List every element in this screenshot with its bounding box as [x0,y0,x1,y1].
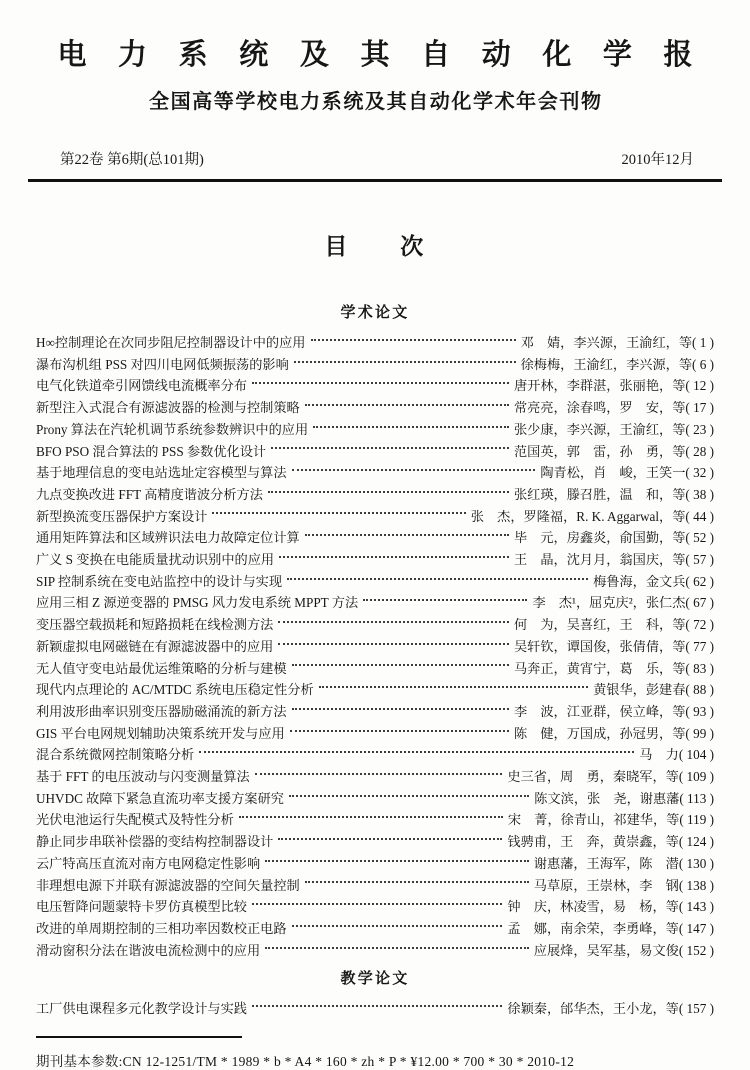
entry-authors: 马草原，王崇林，李 钢( 138 ) [533,877,714,893]
issue-info: 第22卷 第6期(总101期) [60,152,204,168]
entry-title: 新颖虚拟电网磁链在有源滤波器中的应用 [36,638,274,654]
toc-entry [36,701,714,723]
entry-title: 新型换流变压器保护方案设计 [36,508,208,524]
entry-title: GIS 平台电网规划辅助决策系统开发与应用 [36,725,285,741]
dot-leader [239,816,503,818]
toc-entry [36,658,714,680]
dot-leader [305,881,529,883]
entry-authors: 徐颖秦，邰华杰，王小龙，等( 157 ) [507,1001,714,1017]
toc-entry [36,354,714,376]
entry-authors: 邓 婧，李兴源，王渝红，等( 1 ) [520,335,714,350]
entry-title: 通用矩阵算法和区域辨识法电力故障定位计算 [36,530,300,546]
dot-leader [305,534,509,536]
toc-entry [36,614,714,636]
entry-authors: 钱骋甫，王 奔，黄崇鑫，等( 124 ) [507,834,714,850]
entry-authors: 唐开林，李群湛，张丽艳，等( 12 ) [513,378,714,394]
entry-title: 基于 FFT 的电压波动与闪变测量算法 [36,769,250,785]
journal-params-line: 期刊基本参数:CN 12-1251/TM * 1989 * b * A4 * 160 * zh * P * ¥12.00 * 700 * 30 * 2010-12 [36,1054,575,1070]
entry-authors: 马奔正，黄宵宁，葛 乐，等( 83 ) [513,660,714,676]
toc-entry [36,462,714,484]
entry-authors: 史三省，周 勇，秦晓军，等( 109 ) [507,769,714,785]
dot-leader [252,382,509,384]
toc-entry [36,744,714,766]
entry-authors: 孟 娜，南余荣，李勇峰，等( 147 ) [507,920,714,936]
entry-authors: 陈 健，万国成，孙冠男，等( 99 ) [513,725,714,741]
entry-authors: 谢惠藩，王海军，陈 潜( 130 ) [533,855,714,871]
entry-title: 光伏电池运行失配模式及特性分析 [36,812,234,828]
entry-authors: 王 晶，沈月月，翁国庆，等( 57 ) [513,552,714,568]
toc-entry [36,679,714,701]
dot-leader [252,903,502,905]
toc-entry [36,397,714,419]
toc-heading: 目 次 [324,234,426,259]
entry-authors: 陶青松，肖 峻，王笑一( 32 ) [540,465,714,481]
journal-title: 电 力 系 统 及 其 自 动 化 学 报 [57,39,705,71]
header-rule [28,179,722,182]
toc-entry [36,875,714,897]
entry-authors: 张 杰，罗隆福，R. K. Aggarwal，等( 44 ) [470,508,714,524]
toc-entry [36,636,714,658]
entry-authors: 钟 庆，林凌雪，易 杨，等( 143 ) [507,899,714,915]
journal-subtitle: 全国高等学校电力系统及其自动化学术年会刊物 [148,91,603,113]
entry-authors: 常亮亮，涂春鸣，罗 安，等( 17 ) [513,400,714,416]
entry-title: 电气化铁道牵引网馈线电流概率分布 [36,378,247,394]
toc-entry [36,853,714,875]
toc-entry [36,484,714,506]
entry-title: 静止同步串联补偿器的变结构控制器设计 [36,834,274,850]
toc-entry [36,766,714,788]
entry-authors: 张少康，李兴源，王渝红，等( 23 ) [513,421,714,437]
entry-title: 基于地理信息的变电站选址定容模型与算法 [36,465,287,481]
entry-title: 混合系统微网控制策略分析 [36,747,195,763]
entry-title: 九点变换改进 FFT 高精度谐波分析方法 [36,486,263,502]
dot-leader [319,686,588,688]
toc-entry [36,375,714,397]
entry-title: 改进的单周期控制的三相功率因数校正电路 [36,920,287,936]
entry-title: 非理想电源下并联有源滤波器的空间矢量控制 [36,877,300,893]
entry-title: 无人值守变电站最优运维策略的分析与建模 [36,660,287,676]
toc-entry [36,940,714,962]
entry-title: 云广特高压直流对南方电网稳定性影响 [36,855,261,871]
entry-title: 工厂供电课程多元化教学设计与实践 [36,1001,247,1017]
entry-title: 现代内点理论的 AC/MTDC 系统电压稳定性分析 [36,682,314,698]
dot-leader [279,556,509,558]
dot-leader [305,404,509,406]
toc-entry [36,998,714,1020]
entry-authors: 黄银华，彭建春( 88 ) [593,682,714,698]
entry-title: 利用波形曲率识别变压器励磁涌流的新方法 [36,703,287,719]
entry-title: 滑动窗积分法在谐波电流检测中的应用 [36,942,261,958]
dot-leader [278,643,509,645]
entry-title: SIP 控制系统在变电站监控中的设计与实现 [36,573,283,589]
entry-authors: 张红瑛，滕召胜，温 和，等( 38 ) [513,486,714,502]
entry-title: 瀑布沟机组 PSS 对四川电网低频振荡的影响 [36,356,289,372]
entry-title: 新型注入式混合有源滤波器的检测与控制策略 [36,400,300,416]
entry-authors: 应展烽，吴军基，易文俊( 152 ) [533,942,714,958]
entry-title: Prony 算法在汽轮机调节系统参数辨识中的应用 [36,421,309,437]
entry-title: BFO PSO 混合算法的 PSS 参数优化设计 [36,443,267,459]
toc-entry [36,441,714,463]
entry-title: 广义 S 变换在电能质量扰动识别中的应用 [36,552,275,568]
entry-title: 变压器空载损耗和短路损耗在线检测方法 [36,617,274,633]
dot-leader [278,621,509,623]
entry-title: 电压暂降问题蒙特卡罗仿真模型比较 [36,899,247,915]
dot-leader [268,491,509,493]
entry-authors: 吴轩钦，谭国俊，张倩倩，等( 77 ) [513,638,714,654]
entry-authors: 李 波，江亚群，侯立峰，等( 93 ) [513,703,714,719]
entry-authors: 陈文滨，张 尧，谢惠藩( 113 ) [534,790,714,806]
toc-entry [36,571,714,593]
entry-title: H∞控制理论在次同步阻尼控制器设计中的应用 [36,335,306,350]
entry-authors: 马 力( 104 ) [639,747,714,763]
toc-entry [36,809,714,831]
entry-authors: 何 为，吴喜红，王 科，等( 72 ) [513,617,714,633]
dot-leader [292,925,503,927]
issue-row [0,148,750,169]
toc-sections [0,301,750,1020]
toc-entry [36,332,714,354]
toc-entry [36,723,714,745]
dot-leader [290,730,509,732]
dot-leader [255,773,503,775]
toc-entry [36,506,714,528]
entry-authors: 李 杰¹，屈克庆²，张仁杰( 67 ) [532,595,714,611]
dot-leader [271,447,509,449]
dot-leader [265,947,529,949]
dot-leader [289,795,529,797]
section-label: 教学论文 [340,971,410,988]
dot-leader [363,599,527,601]
toc-entry [36,549,714,571]
toc-entry [36,896,714,918]
entry-authors: 梅鲁海，金文兵( 62 ) [593,573,714,589]
toc-entry [36,592,714,614]
dot-leader [292,708,509,710]
entry-authors: 宋 菁，徐青山，祁建华，等( 119 ) [507,812,714,828]
section-label: 学术论文 [340,305,410,321]
toc-entry [36,527,714,549]
dot-leader [294,361,516,363]
entry-authors: 范国英，郭 雷，孙 勇，等( 28 ) [513,443,714,459]
entry-authors: 徐梅梅，王渝红，李兴源，等( 6 ) [520,356,714,372]
dot-leader [212,512,465,514]
issue-date: 2010年12月 [621,152,694,168]
toc-entry [36,831,714,853]
toc-entry [36,419,714,441]
dot-leader [265,860,529,862]
entry-title: 应用三相 Z 源逆变器的 PMSG 风力发电系统 MPPT 方法 [36,595,359,611]
toc-entry [36,788,714,810]
dot-leader [199,751,634,753]
dot-leader [278,838,502,840]
entry-title: UHVDC 故障下紧急直流功率支援方案研究 [36,790,284,806]
toc-entry [36,918,714,940]
dot-leader [311,339,516,341]
dot-leader [252,1005,502,1007]
dot-leader [292,469,536,471]
dot-leader [287,578,588,580]
entry-authors: 毕 元，房鑫炎，俞国勤，等( 52 ) [513,530,714,546]
dot-leader [313,426,509,428]
dot-leader [292,664,509,666]
